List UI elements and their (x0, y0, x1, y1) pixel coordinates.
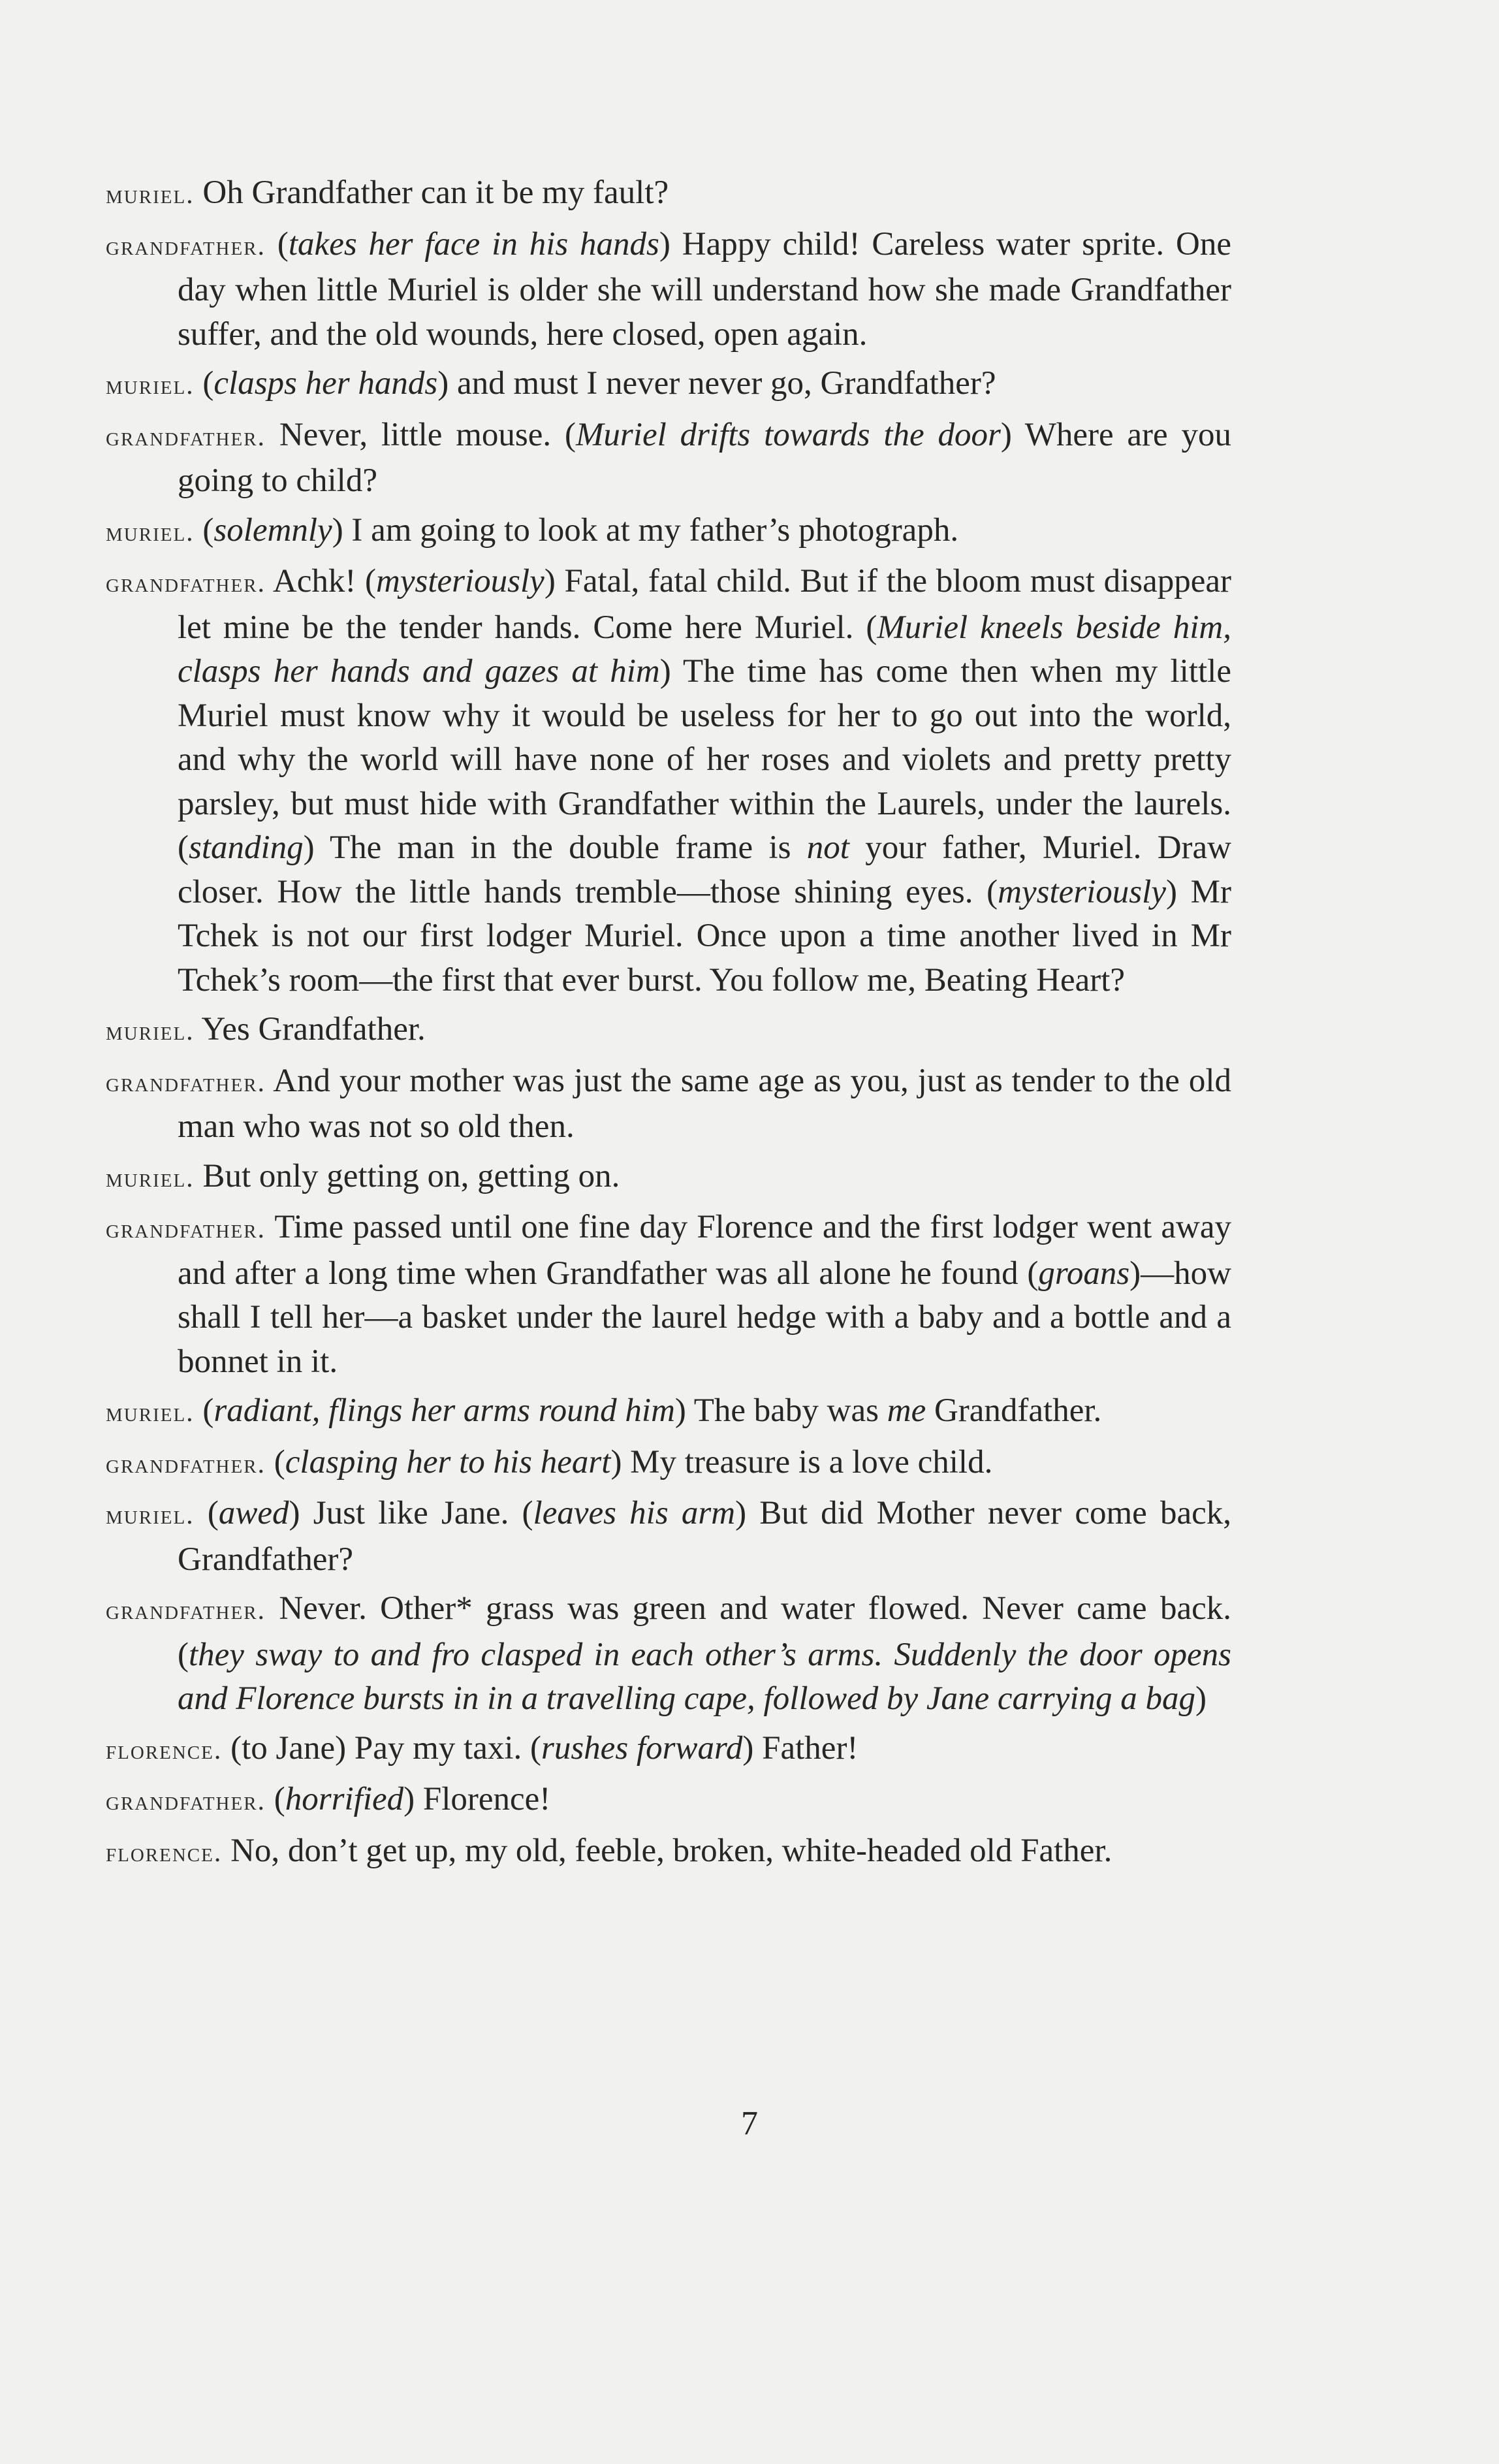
speaker-name: florence. (106, 1837, 223, 1868)
dialogue-text: ) The man in the double frame is (303, 829, 807, 866)
stage-direction: Muriel drifts towards the door (575, 416, 1001, 453)
speech-paragraph (106, 1389, 1231, 1435)
dialogue-text: ) Fatal, fatal child. But if the bloom must disappear let mine be the tender hands. Come here Muriel. ( (178, 563, 1232, 646)
page-number: 7 (741, 2105, 758, 2142)
dialogue-text: Grandfather. (926, 1392, 1102, 1429)
dialogue-text: ) Mr Tchek is not our first lodger Muriel. Once upon a time another lived in Mr Tchek’s room—the first that ever burst. You follow me, Beating Heart? (178, 873, 1231, 999)
speech-paragraph (106, 362, 1231, 408)
dialogue-text: But only getting on, getting on. (194, 1157, 620, 1194)
stage-direction: clasps her hands (213, 365, 438, 402)
speaker-name: grandfather. (106, 568, 266, 598)
dialogue-text: Achk! ( (266, 563, 377, 600)
speech-paragraph (106, 413, 1231, 504)
speech-paragraph (106, 1008, 1231, 1054)
speaker-name: grandfather. (106, 1067, 266, 1098)
speaker-name: grandfather. (106, 1448, 266, 1479)
dialogue-text: ( (266, 1443, 285, 1480)
stage-direction: groans (1038, 1255, 1130, 1292)
stage-direction: standing (188, 829, 304, 866)
dialogue-text: Yes Grandfather. (194, 1011, 426, 1048)
stage-direction: radiant, flings her arms round him (213, 1392, 675, 1429)
stage-direction: mysteriously (376, 563, 544, 600)
dialogue-text: ( (194, 511, 214, 549)
speech-paragraph (106, 1206, 1231, 1384)
stage-direction: rushes forward (541, 1729, 743, 1767)
speaker-name: muriel. (106, 370, 195, 400)
stage-direction: solemnly (213, 511, 332, 549)
speech-paragraph (106, 1441, 1231, 1487)
dialogue-text: your father, Muriel. Draw closer. How the little hands tremble—those shining eyes. ( (178, 829, 1231, 910)
speaker-name: grandfather. (106, 1786, 266, 1816)
dialogue-text: ( (266, 1781, 285, 1817)
dialogue-text: ) The time has come then when my little Muriel must know why it would be useless for her to go out into the world, and why the world will have none of her roses and violets and pretty pretty parsley, but must hide with Grandfather within the Laurels, under the laurels. ( (178, 653, 1231, 866)
dialogue-text: Oh Grandfather can it be my fault? (194, 174, 669, 211)
dialogue-text: ) But did Mother never come back, Grandfather? (178, 1495, 1231, 1578)
speaker-name: grandfather. (106, 421, 266, 452)
speaker-name: muriel. (106, 180, 195, 210)
speech-paragraph (106, 223, 1231, 357)
stage-direction: leaves his arm (533, 1495, 736, 1531)
speech-paragraph (106, 171, 1231, 217)
dialogue-text: ( (194, 1392, 214, 1429)
stage-direction: horrified (285, 1781, 404, 1817)
speaker-name: grandfather. (106, 231, 266, 261)
speech-paragraph (106, 1778, 1231, 1824)
speaker-name: grandfather. (106, 1214, 266, 1244)
speaker-name: muriel. (106, 1162, 195, 1193)
speech-paragraph (106, 1829, 1231, 1876)
speech-paragraph (106, 1727, 1231, 1773)
speech-paragraph (106, 560, 1231, 1002)
speaker-name: muriel. (106, 517, 195, 547)
stage-direction: clasping her to his heart (285, 1443, 611, 1480)
stage-direction: Muriel kneels beside him, clasps her hands and gazes at him (178, 609, 1231, 690)
speaker-name: muriel. (106, 1398, 195, 1428)
play-dialogue (106, 171, 1231, 1880)
dialogue-text: Never, little mouse. ( (266, 416, 576, 453)
stage-direction: awed (218, 1495, 289, 1531)
dialogue-text: ) Father! (742, 1729, 859, 1767)
speech-paragraph (106, 509, 1231, 555)
dialogue-text: ) I am going to look at my father’s photograph. (332, 511, 959, 549)
stage-direction: they sway to and fro clasped in each other’s arms. Suddenly the door opens and Florence bursts in in a travelling cape, followed by Jane carrying a bag (178, 1636, 1231, 1717)
dialogue-text: ( (194, 1495, 219, 1531)
speaker-name: grandfather. (106, 1595, 266, 1625)
stage-direction: mysteriously (998, 873, 1166, 910)
speaker-name: muriel. (106, 1016, 195, 1046)
dialogue-text: ) Happy child! Careless water sprite. One day when little Muriel is older she will understand how she made Grandfather suffer, and the old wounds, here closed, open again. (178, 225, 1232, 353)
dialogue-text: Time passed until one fine day Florence and the first lodger went away and after a long time when Grandfather was all alone he found ( (178, 1209, 1231, 1292)
dialogue-text: (to Jane) Pay my taxi. ( (222, 1729, 541, 1767)
dialogue-text: ) and must I never never go, Grandfather? (437, 365, 996, 402)
stage-direction: not (806, 829, 849, 866)
speech-paragraph (106, 1587, 1231, 1721)
speaker-name: florence. (106, 1735, 223, 1765)
dialogue-text: )—how shall I tell her—a basket under the laurel hedge with a baby and a bottle and a bonnet in it. (178, 1255, 1231, 1380)
dialogue-text: ( (266, 225, 289, 263)
stage-direction: me (887, 1392, 926, 1429)
dialogue-text: ( (194, 365, 214, 402)
stage-direction: takes her face in his hands (288, 225, 659, 263)
speech-paragraph (106, 1155, 1231, 1201)
dialogue-text: ) Just like Jane. ( (289, 1495, 533, 1531)
speaker-name: muriel. (106, 1500, 195, 1530)
dialogue-text: ) Where are you going to child? (178, 416, 1231, 499)
dialogue-text: ) My treasure is a love child. (610, 1443, 993, 1480)
dialogue-text: ) The baby was (674, 1392, 887, 1429)
dialogue-text: And your mother was just the same age as you, just as tender to the old man who was not so old then. (178, 1062, 1231, 1145)
dialogue-text: No, don’t get up, my old, feeble, broken, white-headed old Father. (222, 1832, 1112, 1869)
dialogue-text: ) (1195, 1680, 1207, 1717)
speech-paragraph (106, 1492, 1231, 1582)
dialogue-text: Never. Other* grass was green and water flowed. Never came back. ( (178, 1590, 1231, 1673)
dialogue-text: ) Florence! (403, 1781, 551, 1817)
speech-paragraph (106, 1059, 1231, 1149)
